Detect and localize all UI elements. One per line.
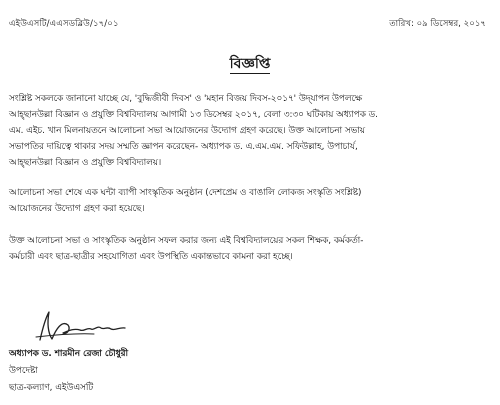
paragraph-2 [9,185,489,217]
signatory-designation: উপদেষ্টা [9,366,38,376]
paragraph-1-line: সংশ্লিষ্ট সকলকে জানানো যাচ্ছে যে, 'বুদ্ধিজীবী দিবস' ও 'মহান বিজয় দিবস-২০১৭' উদ্‌যাপন উপলক্ষে [9,94,363,104]
paragraph-1 [9,91,489,171]
paragraph-2-line: আয়োজনের উদ্যোগ গ্রহণ করা হয়েছে। [9,204,145,214]
notice-date: তারিখ: ০৯ ডিসেম্বর, ২০১৭ [389,19,486,29]
handwritten-signature [34,307,134,347]
memo-number: এইউএসটি/এএসডব্লিউ/১৭/০১ [9,19,119,29]
paragraph-3 [9,233,489,265]
paragraph-1-line: আহ্‌ছানউল্লা বিজ্ঞান ও প্রযুক্তি বিশ্ববিদ্যালয়। [9,158,162,168]
paragraph-3-line: উক্ত আলোচনা সভা ও সাংস্কৃতিক অনুষ্ঠান সফল করার জন্য এই বিশ্ববিদ্যালয়ের সকল শিক্ষক, কর্মকর্তা- [9,236,364,246]
notice-title-wrapper [0,52,500,76]
paragraph-1-line: আহ্‌ছানউল্লা বিজ্ঞান ও প্রযুক্তি বিশ্ববিদ্যালয় আগামী ১৩ ডিসেম্বর ২০১৭, বেলা ৩:৩০ ঘটিকায় অধ্যাপক ড. [9,110,378,120]
signatory-office: ছাত্র-কল্যাণ, এইউএসটি [9,383,94,393]
paragraph-1-line: সভাপতির দায়িত্বে থাকার সদয় সম্মতি জ্ঞাপন করেছেন- অধ্যাপক ড. এ.এম.এম. সফিউল্লাহ, উপাচার্য, [9,142,358,152]
signatory-name: অধ্যাপক ড. শারমীন রেজা চৌধুরী [9,349,129,359]
notice-title: বিজ্ঞপ্তি [229,56,271,72]
paragraph-3-line: কর্মচারী এবং ছাত্র-ছাত্রীর সহযোগিতা এবং উপস্থিতি একান্তভাবে কামনা করা হচ্ছে। [9,252,293,262]
paragraph-1-line: এম. এইচ. খান মিলনায়তনে আলোচনা সভা আয়োজনের উদ্যোগ গ্রহণ করেছে। উক্ত আলোচনা সভায় [9,126,365,136]
paragraph-2-line: আলোচনা সভা শেষে এক ঘন্টা ব্যাপী সাংস্কৃতিক অনুষ্ঠান (দেশপ্রেম ও বাঙালি লোকজ সংস্কৃতি সংশ্লিষ্ট) [9,188,362,198]
